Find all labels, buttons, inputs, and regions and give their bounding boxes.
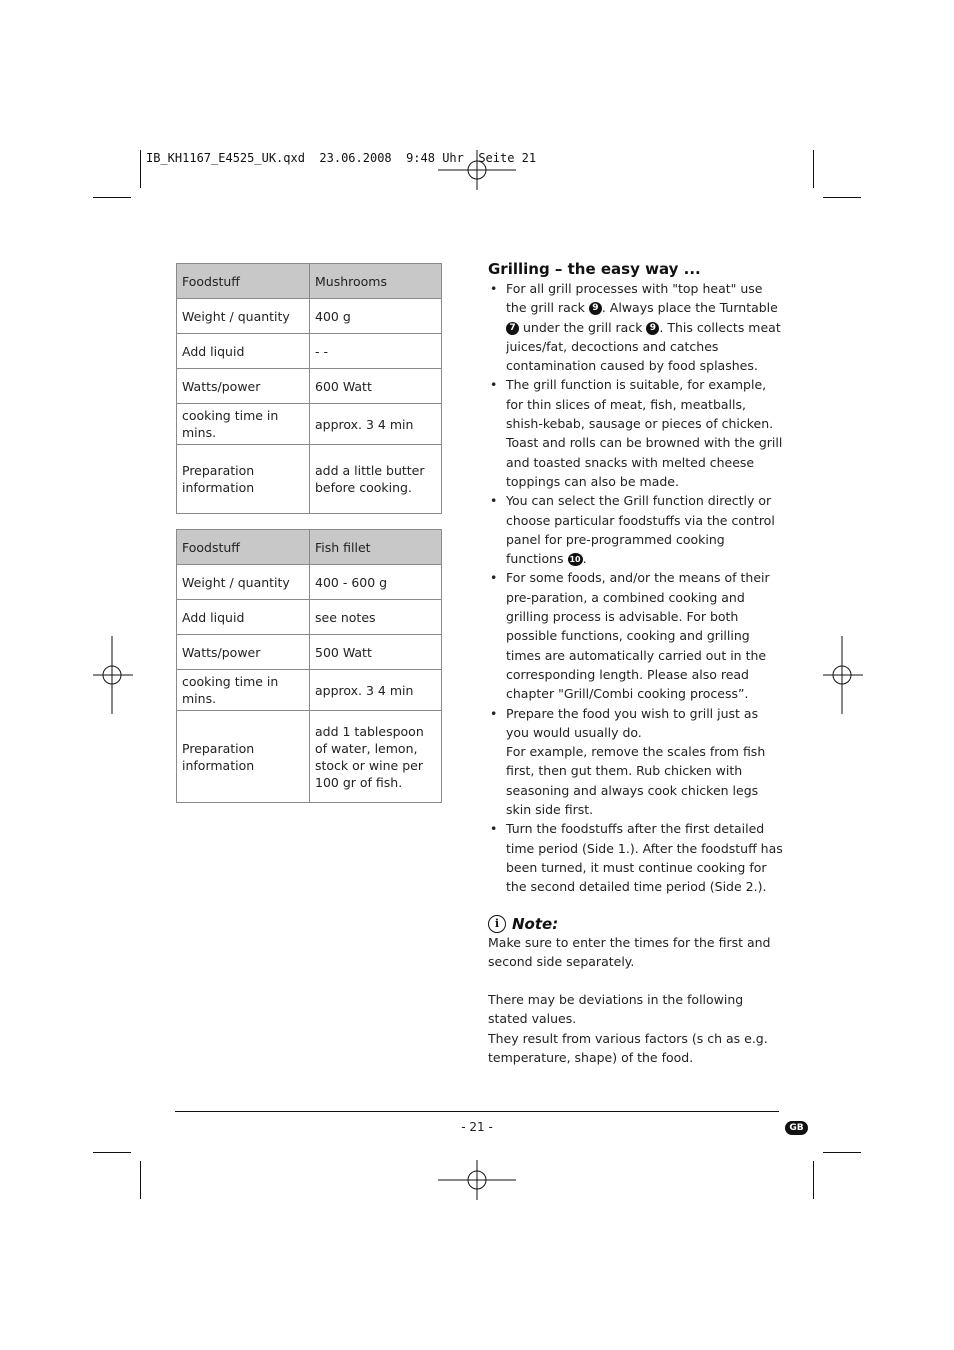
bullet-icon: • <box>490 377 498 393</box>
table-cell-value: add a little butter before cooking. <box>310 445 442 514</box>
page-number: - 21 - <box>461 1120 493 1134</box>
table-cell-label: Weight / quantity <box>177 299 310 334</box>
bullet-icon: • <box>490 821 498 837</box>
grilling-bullet-list <box>488 279 784 897</box>
part-number-7-icon: 7 <box>506 322 519 335</box>
bullet-icon: • <box>490 705 498 721</box>
bullet-text: For some foods, and/or the means of their pre-paration, a combined cooking and grilling process is advisable. For both possible functions, cooking and grilling times are automatically carried out in the corresponding length. Please also read chapter "Grill/Combi cooking process”. <box>506 570 770 702</box>
crop-mark <box>93 1152 131 1153</box>
bullet-text: under the grill rack <box>522 319 643 335</box>
table-row <box>177 445 442 514</box>
bullet-text: . This collects meat juices/fat, decoctions and catches contamination caused by food splashes. <box>506 319 781 374</box>
part-number-9-icon: 9 <box>589 302 602 315</box>
table-cell-value: - - <box>310 334 442 369</box>
list-item <box>488 704 784 820</box>
table-row <box>177 369 442 404</box>
table-cell-label: cooking time in mins. <box>177 404 310 445</box>
table-cell-value: approx. 3 4 min <box>310 670 442 711</box>
table-cell-label: Watts/power <box>177 635 310 670</box>
note-paragraph: There may be deviations in the following stated values. <box>488 992 744 1027</box>
table-cell-value: approx. 3 4 min <box>310 404 442 445</box>
list-item <box>488 819 784 896</box>
bullet-text: You can select the Grill function directly or choose particular foodstuffs via the control panel for pre-programmed cooking functions <box>506 493 775 567</box>
bullet-icon: • <box>490 570 498 586</box>
table-row <box>177 635 442 670</box>
bullet-text: Turn the foodstuffs after the first detailed time period (Side 1.). After the foodstuff has been turned, it must continue cooking for the second detailed time period (Side 2.). <box>506 821 783 895</box>
language-badge: GB <box>785 1121 808 1135</box>
table-row <box>177 404 442 445</box>
crop-mark <box>140 1161 141 1199</box>
bullet-text: The grill function is suitable, for example, for thin slices of meat, fish, meatballs, shish-kebab, sausage or pieces of chicken. Toast and rolls can be browned with the grill and toasted snacks with melted cheese toppings can also be made. <box>506 377 783 489</box>
crop-mark <box>813 1161 814 1199</box>
table-cell-value: Mushrooms <box>310 264 442 299</box>
bullet-text: Prepare the food you wish to grill just as you would usually do. <box>506 705 759 740</box>
table-cell-label: Preparation information <box>177 711 310 803</box>
crop-mark <box>93 197 131 198</box>
note-paragraph: They result from various factors (s ch as e.g. temperature, shape) of the food. <box>488 1030 768 1065</box>
table-row <box>177 565 442 600</box>
table-row <box>177 264 442 299</box>
part-number-10-icon: 10 <box>569 555 581 565</box>
table-cell-value: 600 Watt <box>310 369 442 404</box>
table-cell-label: Watts/power <box>177 369 310 404</box>
registration-mark-right <box>823 636 863 714</box>
registration-mark-left <box>93 636 133 714</box>
crop-mark <box>813 150 814 188</box>
list-item <box>488 279 784 375</box>
table-cell-value: 400 g <box>310 299 442 334</box>
table-cell-label: Foodstuff <box>177 264 310 299</box>
table-row <box>177 530 442 565</box>
note-paragraph: Make sure to enter the times for the first and second side separately. <box>488 934 771 969</box>
note-title: Note: <box>512 914 559 933</box>
bullet-text: For example, remove the scales from fish first, then gut them. Rub chicken with seasoning and always cook chicken legs skin side first. <box>506 744 766 818</box>
table-cell-label: Add liquid <box>177 334 310 369</box>
table-cell-value: 500 Watt <box>310 635 442 670</box>
table-cell-value: add 1 tablespoon of water, lemon, stock or wine per 100 gr of fish. <box>310 711 442 803</box>
table-cell-label: Preparation information <box>177 445 310 514</box>
registration-mark-top <box>438 150 516 190</box>
list-item <box>488 568 784 703</box>
crop-mark <box>823 197 861 198</box>
table-row <box>177 299 442 334</box>
info-icon: i <box>488 915 506 933</box>
registration-mark-bottom <box>438 1160 516 1200</box>
table-cell-label: cooking time in mins. <box>177 670 310 711</box>
bullet-icon: • <box>490 281 498 296</box>
bullet-text: . Always place the Turntable <box>601 300 778 316</box>
list-item <box>488 375 784 491</box>
list-item <box>488 491 784 568</box>
part-number-9-icon: 9 <box>646 322 659 335</box>
grilling-section <box>488 259 784 1067</box>
table-cell-label: Foodstuff <box>177 530 310 565</box>
footer-divider <box>175 1111 779 1112</box>
table-cell-label: Add liquid <box>177 600 310 635</box>
crop-mark <box>140 150 141 188</box>
mushrooms-table <box>176 263 442 514</box>
fish-fillet-table <box>176 529 442 803</box>
table-row <box>177 334 442 369</box>
table-row <box>177 711 442 803</box>
crop-mark <box>823 1152 861 1153</box>
table-cell-label: Weight / quantity <box>177 565 310 600</box>
table-row <box>177 670 442 711</box>
table-cell-value: 400 - 600 g <box>310 565 442 600</box>
bullet-text: For all grill processes with "top heat" use the grill rack <box>506 281 763 316</box>
table-row <box>177 600 442 635</box>
table-cell-value: Fish fillet <box>310 530 442 565</box>
note-heading <box>488 915 784 933</box>
table-cell-value: see notes <box>310 600 442 635</box>
section-title: Grilling – the easy way ... <box>488 260 701 278</box>
bullet-icon: • <box>490 493 498 509</box>
bullet-text: . <box>582 551 587 567</box>
print-slug-line: IB_KH1167_E4525_UK.qxd 23.06.2008 9:48 Uhr Seite 21 <box>146 151 537 165</box>
